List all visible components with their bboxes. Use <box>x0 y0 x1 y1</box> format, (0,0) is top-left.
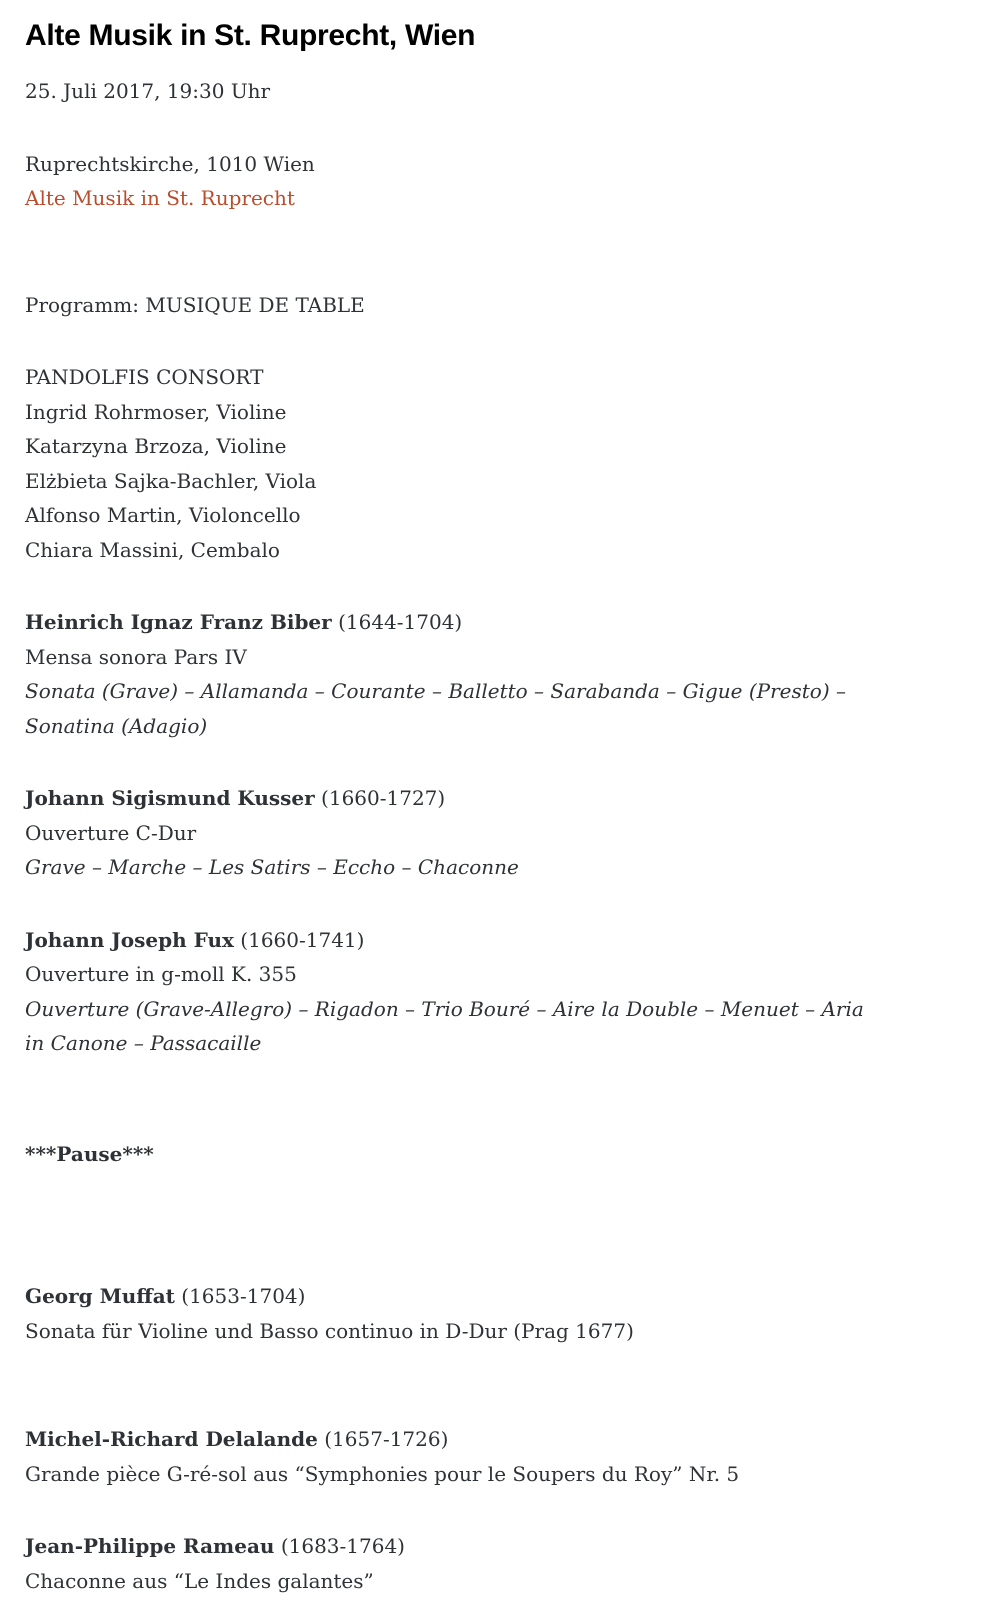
pause-label: ***Pause*** <box>25 1141 154 1166</box>
work-title: Ouverture C-Dur <box>25 820 197 845</box>
work-title: Chaconne aus “Le Indes galantes” <box>25 1568 374 1593</box>
work-title: Sonata für Violine und Basso continuo in D-Dur (Prag 1677) <box>25 1318 634 1343</box>
composer-name: Johann Sigismund Kusser <box>25 786 315 810</box>
work-entry <box>25 923 975 1061</box>
pause-block <box>25 1137 975 1172</box>
composer-dates: (1657-1726) <box>324 1427 449 1451</box>
composer-dates: (1660-1741) <box>240 927 365 952</box>
work-entry <box>25 1422 975 1491</box>
composer-dates: (1683-1764) <box>280 1534 405 1558</box>
composer-dates: (1644-1704) <box>338 610 463 634</box>
work-entry <box>25 1529 975 1598</box>
work-movements-line: Ouverture (Grave-Allegro) – Rigadon – Trio Bouré – Aire la Double – Menuet – Aria <box>25 996 864 1021</box>
ensemble-member: Elżbieta Sajka-Bachler, Viola <box>25 468 317 493</box>
ensemble-block <box>25 360 975 567</box>
work-entry <box>25 605 975 743</box>
work-entry <box>25 1279 975 1348</box>
page-title: Alte Musik in St. Ruprecht, Wien <box>25 19 476 52</box>
composer-dates: (1660-1727) <box>321 786 446 810</box>
ensemble-member: Katarzyna Brzoza, Violine <box>25 434 287 458</box>
composer-name: Heinrich Ignaz Franz Biber <box>25 610 332 634</box>
ensemble-member: Ingrid Rohrmoser, Violine <box>25 399 287 424</box>
composer-name: Jean-Philippe Rameau <box>25 1534 275 1558</box>
work-movements-line: Sonatina (Adagio) <box>25 713 208 738</box>
work-movements-line: Grave – Marche – Les Satirs – Eccho – Chaconne <box>25 855 519 879</box>
program-label: Programm: MUSIQUE DE TABLE <box>25 292 365 317</box>
work-movements-line: Sonata (Grave) – Allamanda – Courante – Balletto – Sarabanda – Gigue (Presto) – <box>25 679 846 703</box>
composer-name: Johann Joseph Fux <box>25 927 234 952</box>
ensemble-member: Chiara Massini, Cembalo <box>25 537 280 562</box>
work-title: Ouverture in g-moll K. 355 <box>25 962 297 986</box>
venue-block <box>25 147 975 216</box>
work-movements-line: in Canone – Passacaille <box>25 1031 262 1055</box>
event-datetime-block <box>25 74 975 109</box>
venue-link[interactable]: Alte Musik in St. Ruprecht <box>25 186 295 210</box>
ensemble-member: Alfonso Martin, Violoncello <box>25 503 301 527</box>
composer-dates: (1653-1704) <box>181 1284 306 1308</box>
venue-name: Ruprechtskirche, 1010 Wien <box>25 151 315 176</box>
composer-name: Georg Muffat <box>25 1284 175 1308</box>
work-entry <box>25 781 975 885</box>
program-label-block <box>25 288 975 323</box>
composer-name: Michel-Richard Delalande <box>25 1427 318 1451</box>
event-datetime: 25. Juli 2017, 19:30 Uhr <box>25 79 271 103</box>
work-title: Grande pièce G-ré-sol aus “Symphonies pour le Soupers du Roy” Nr. 5 <box>25 1461 740 1486</box>
ensemble-name: PANDOLFIS CONSORT <box>25 365 264 389</box>
work-title: Mensa sonora Pars IV <box>25 644 247 669</box>
